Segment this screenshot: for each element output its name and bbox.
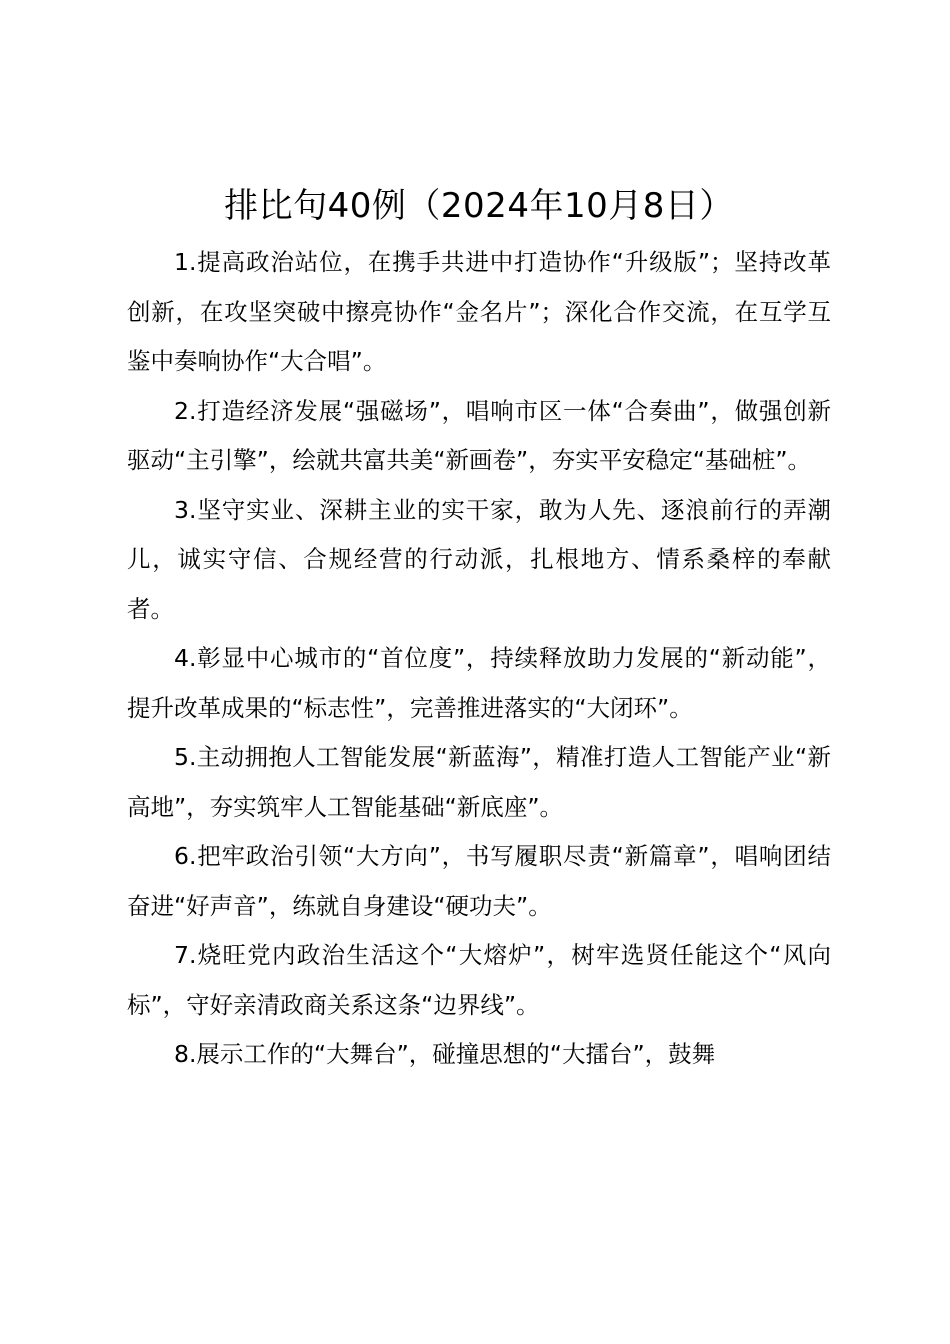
paragraph-1: 1.提高政治站位，在携手共进中打造协作“升级版”；坚持改革创新，在攻坚突破中擦亮协作“金名片”；深化合作交流，在互学互鉴中奏响协作“大合唱”。 <box>127 248 831 375</box>
paragraph-3: 3.坚守实业、深耕主业的实干家，敢为人先、逐浪前行的弄潮儿，诚实守信、合规经营的行动派，扎根地方、情系桑梓的奉献者。 <box>127 495 831 623</box>
paragraph-6: 6.把牢政治引领“大方向”，书写履职尽责“新篇章”，唱响团结奋进“好声音”，练就自身建设“硬功夫”。 <box>127 842 831 920</box>
paragraph-8: 8.展示工作的“大舞台”，碰撞思想的“大擂台”，鼓舞 <box>174 1040 716 1068</box>
document-page <box>127 178 831 1080</box>
paragraph-5: 5.主动拥抱人工智能发展“新蓝海”，精准打造人工智能产业“新高地”，夯实筑牢人工智能基础“新底座”。 <box>127 743 831 821</box>
paragraph-4: 4.彰显中心城市的“首位度”，持续释放助力发展的“新动能”，提升改革成果的“标志性”，完善推进落实的“大闭环”。 <box>127 644 831 722</box>
document-title: 排比句40例（2024年10月8日） <box>224 186 734 226</box>
paragraph-2: 2.打造经济发展“强磁场”，唱响市区一体“合奏曲”，做强创新驱动“主引擎”，绘就共富共美“新画卷”，夯实平安稳定“基础桩”。 <box>127 396 831 474</box>
paragraph-7: 7.烧旺党内政治生活这个“大熔炉”，树牢选贤任能这个“风向标”，守好亲清政商关系这条“边界线”。 <box>127 941 831 1019</box>
